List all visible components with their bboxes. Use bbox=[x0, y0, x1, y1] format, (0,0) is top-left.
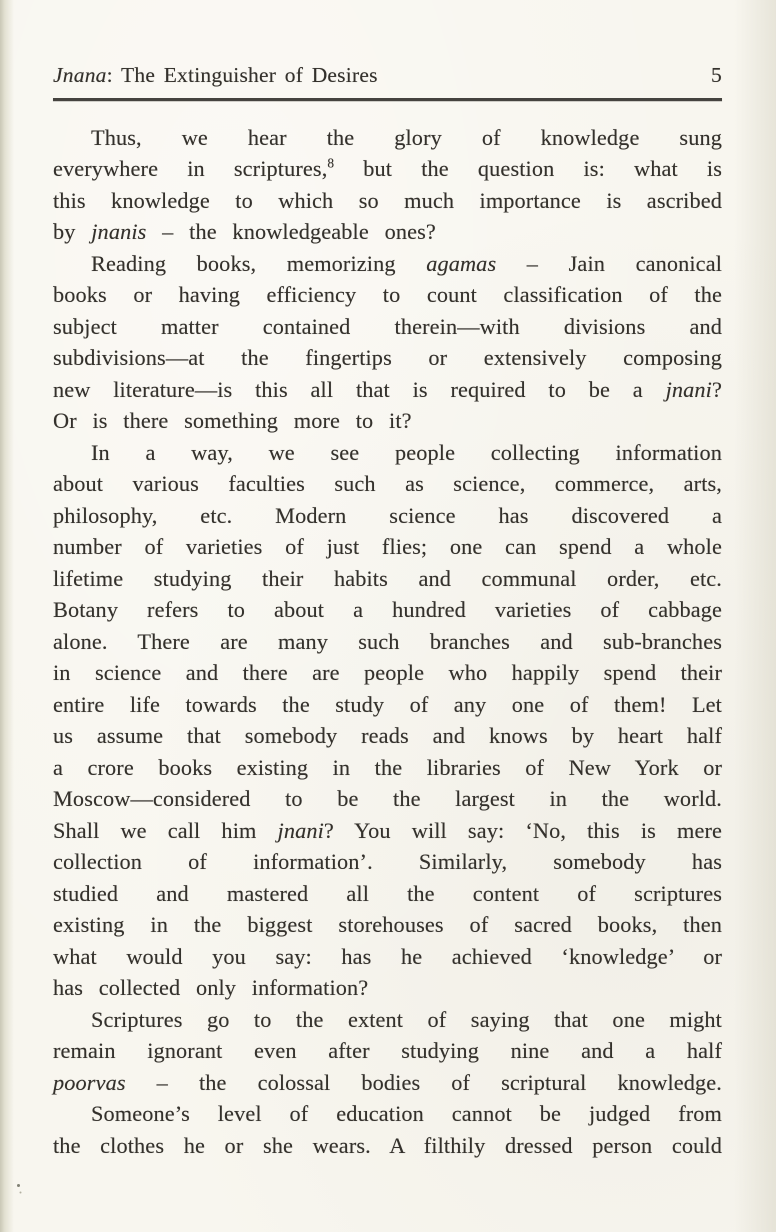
text-segment: subject matter contained therein—with divisions and bbox=[53, 313, 722, 339]
text-segment: Reading books, memorizing bbox=[91, 250, 427, 276]
text-segment: everywhere in scriptures, bbox=[53, 156, 328, 181]
text-segment: Or is there something more to it? bbox=[53, 408, 412, 433]
text-line bbox=[53, 1130, 722, 1162]
text-line bbox=[53, 311, 722, 343]
body-paragraph bbox=[53, 248, 722, 437]
text-segment: In a way, we see people collecting information bbox=[91, 439, 722, 465]
text-line bbox=[53, 594, 722, 626]
text-line bbox=[53, 689, 722, 721]
text-segment: Scriptures go to the extent of saying that one might bbox=[91, 1006, 722, 1032]
body-paragraph bbox=[53, 1004, 722, 1099]
body-text bbox=[53, 122, 722, 1162]
text-line bbox=[53, 878, 722, 910]
text-segment: – the colossal bodies of scriptural knowledge. bbox=[125, 1069, 722, 1095]
text-segment: us assume that somebody reads and knows by heart half bbox=[53, 723, 722, 748]
text-line bbox=[53, 657, 722, 689]
text-segment: the clothes he or she wears. A filthily dressed person could bbox=[53, 1132, 722, 1158]
page-number: 5 bbox=[711, 63, 722, 87]
footnote-marker: 8 bbox=[327, 155, 335, 171]
text-segment: entire life towards the study of any one of them! Let bbox=[53, 691, 722, 717]
scan-right-edge-shadow bbox=[734, 0, 776, 1232]
text-line bbox=[53, 563, 722, 595]
text-line bbox=[53, 783, 722, 815]
header-rule bbox=[53, 98, 722, 101]
text-line bbox=[53, 153, 722, 185]
text-segment: studied and mastered all the content of scriptures bbox=[53, 880, 722, 906]
body-paragraph bbox=[53, 437, 722, 1004]
text-line bbox=[53, 248, 722, 280]
text-segment: number of varieties of just flies; one can spend a whole bbox=[53, 534, 722, 559]
running-title-rest: : The Extinguisher of Desires bbox=[106, 63, 378, 87]
text-segment: remain ignorant even after studying nine and a half bbox=[53, 1038, 722, 1063]
text-segment: Shall we call him bbox=[53, 817, 278, 843]
running-title bbox=[53, 62, 378, 88]
text-line bbox=[53, 1098, 722, 1130]
text-line bbox=[53, 972, 722, 1004]
text-segment: this knowledge to which so much importance is ascribed bbox=[53, 187, 722, 213]
text-line bbox=[53, 468, 722, 500]
text-line bbox=[53, 941, 722, 973]
text-line bbox=[53, 909, 722, 941]
text-line bbox=[53, 437, 722, 469]
text-segment: has collected only information? bbox=[53, 975, 369, 1000]
text-segment: collection of information’. Similarly, somebody has bbox=[53, 849, 722, 874]
text-line bbox=[53, 815, 722, 847]
text-segment: lifetime studying their habits and communal order, etc. bbox=[53, 565, 722, 591]
text-line bbox=[53, 1067, 722, 1099]
text-segment: jnanis bbox=[91, 219, 147, 244]
text-segment: new literature—is this all that is required to be a bbox=[53, 376, 666, 402]
page-header bbox=[53, 62, 722, 88]
text-segment: subdivisions—at the fingertips or extensively composing bbox=[53, 345, 722, 370]
text-segment: books or having efficiency to count classification of the bbox=[53, 282, 722, 307]
text-line bbox=[53, 374, 722, 406]
text-segment: jnani bbox=[277, 817, 324, 843]
text-segment: Botany refers to about a hundred varieties of cabbage bbox=[53, 597, 722, 622]
text-segment: existing in the biggest storehouses of sacred books, then bbox=[53, 912, 722, 937]
text-line bbox=[53, 342, 722, 374]
text-segment: Someone’s level of education cannot be judged from bbox=[91, 1101, 722, 1126]
body-paragraph bbox=[53, 1098, 722, 1161]
text-segment: alone. There are many such branches and sub-branches bbox=[53, 628, 722, 654]
scan-left-edge-shadow bbox=[0, 0, 14, 1232]
text-segment: but the question is: what is bbox=[334, 156, 722, 181]
text-line bbox=[53, 185, 722, 217]
text-line bbox=[53, 216, 722, 248]
text-line bbox=[53, 531, 722, 563]
text-segment: – the knowledgeable ones? bbox=[146, 219, 436, 244]
scan-speck bbox=[17, 1184, 20, 1187]
text-line bbox=[53, 626, 722, 658]
text-segment: in science and there are people who happily spend their bbox=[53, 660, 722, 685]
text-segment: – Jain canonical bbox=[496, 250, 723, 276]
text-segment: poorvas bbox=[53, 1069, 126, 1095]
running-title-italic: Jnana bbox=[53, 63, 107, 87]
text-segment: Thus, we hear the glory of knowledge sung bbox=[91, 124, 722, 150]
text-line bbox=[53, 1004, 722, 1036]
text-line bbox=[53, 500, 722, 532]
text-line bbox=[53, 846, 722, 878]
text-segment: ? bbox=[711, 376, 722, 402]
text-line bbox=[53, 405, 722, 437]
text-segment: about various faculties such as science, commerce, arts, bbox=[53, 471, 722, 496]
page-content bbox=[53, 62, 722, 1161]
text-segment: agamas bbox=[426, 250, 497, 276]
text-line bbox=[53, 122, 722, 154]
text-segment: a crore books existing in the libraries of New York or bbox=[53, 754, 722, 780]
text-segment: philosophy, etc. Modern science has discovered a bbox=[53, 502, 722, 528]
text-line bbox=[53, 1035, 722, 1067]
text-segment: ? You will say: ‘No, this is mere bbox=[323, 817, 722, 843]
text-segment: Moscow—considered to be the largest in the world. bbox=[53, 786, 722, 811]
text-line bbox=[53, 279, 722, 311]
text-segment: by bbox=[53, 219, 92, 244]
text-line bbox=[53, 720, 722, 752]
text-segment: jnani bbox=[665, 376, 712, 402]
body-paragraph bbox=[53, 122, 722, 248]
text-segment: what would you say: has he achieved ‘knowledge’ or bbox=[53, 943, 722, 969]
text-line bbox=[53, 752, 722, 784]
